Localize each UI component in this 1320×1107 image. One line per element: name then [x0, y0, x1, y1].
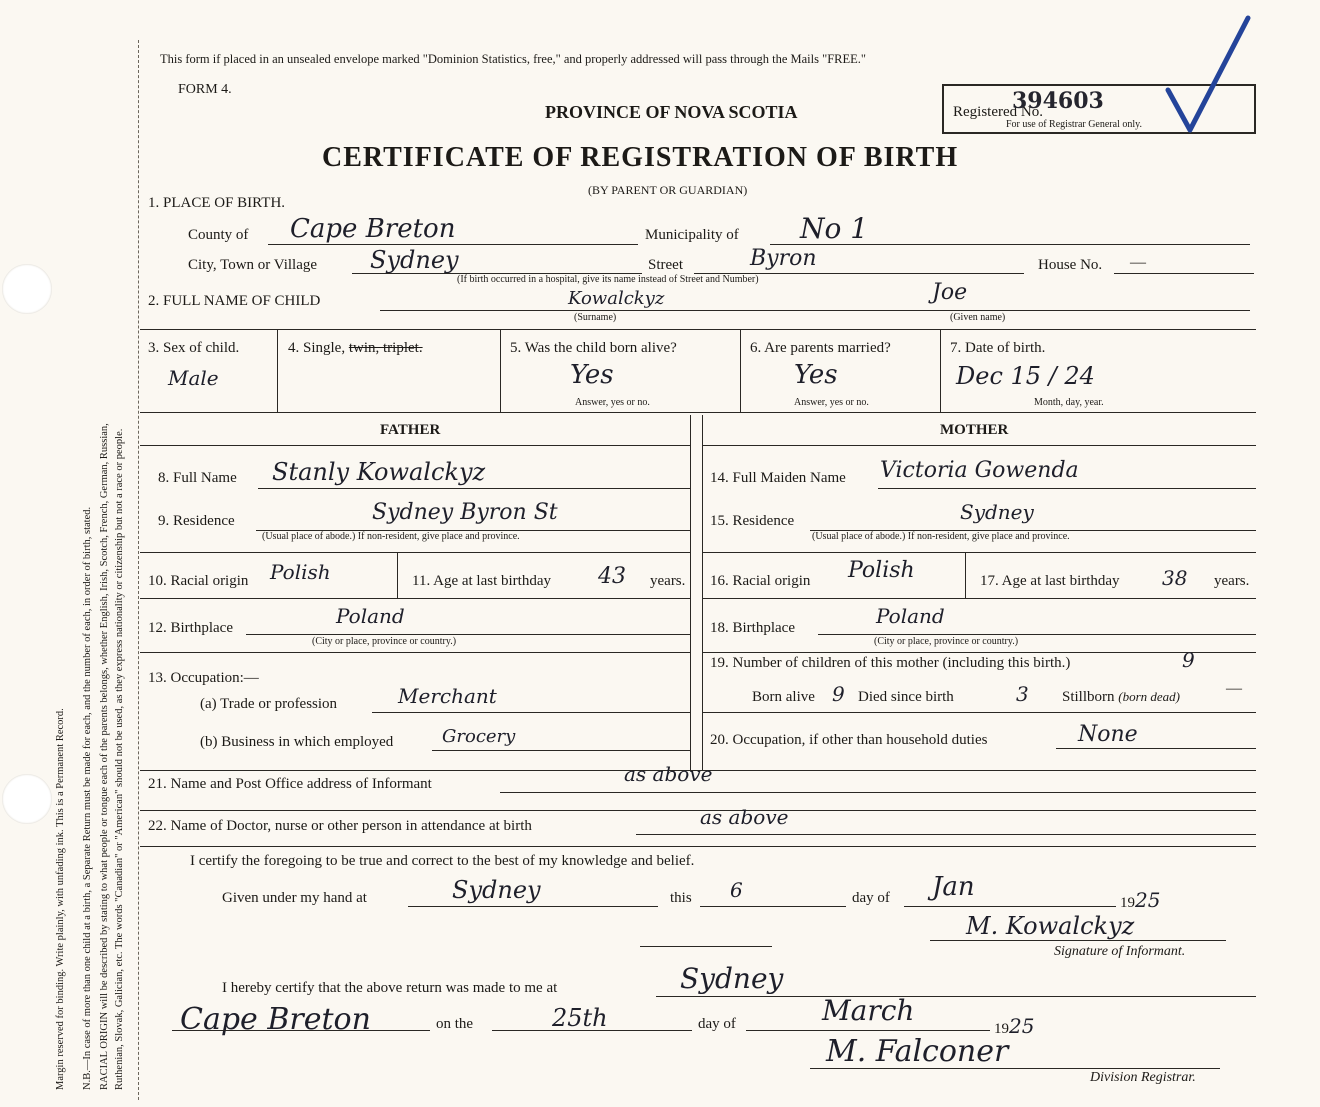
margin-note-4: Ruthenian, Slovak, Galician, etc. The words "Canadian" or "American" should not be used, as they express nationality or citizenship but not a race or people.: [114, 428, 125, 1090]
street-label: Street: [648, 257, 683, 273]
father-residence-caption: (Usual place of abode.) If non-resident, give place and province.: [262, 531, 520, 542]
certification-year-prefix: 19: [1120, 895, 1135, 911]
child-surname: Kowalckyz: [568, 288, 665, 309]
mother-age-unit: years.: [1214, 573, 1250, 589]
registrar-year-value: 25: [1009, 1014, 1035, 1038]
father-trade-label: (a) Trade or profession: [200, 696, 338, 712]
given-under-hand-label: Given under my hand at: [222, 890, 367, 906]
father-age-value: 43: [598, 564, 626, 589]
registrar-year-prefix: 19: [994, 1021, 1009, 1037]
margin-note-1: Margin reserved for binding. Write plainly, with unfading ink. This is a Permanent Record.: [55, 708, 66, 1090]
registrar-day-value: 25th: [552, 1004, 608, 1032]
informant-signature: M. Kowalckyz: [966, 912, 1135, 940]
father-business-value: Grocery: [442, 726, 516, 747]
mother-residence-value: Sydney: [960, 500, 1034, 524]
house-label: House No.: [1038, 257, 1103, 273]
margin-note-3: RACIAL ORIGIN will be described by stating to what people or tongue each of the parents belongs, whether English, Irish, Scotch, French, German, Russian,: [99, 423, 110, 1090]
registered-number: 394603: [1012, 88, 1104, 114]
father-name-label: 8. Full Name: [158, 470, 237, 486]
informant-value: as above: [624, 762, 713, 786]
died-since-birth-value: 3: [1016, 682, 1029, 706]
certification-statement: I certify the foregoing to be true and correct to the best of my knowledge and belief.: [190, 853, 695, 869]
father-name-value: Stanly Kowalckyz: [272, 458, 486, 486]
stillborn-text: Stillborn: [1062, 689, 1115, 705]
sex-label: 3. Sex of child.: [148, 340, 240, 356]
day-of-label: day of: [852, 890, 890, 906]
mother-children-value: 9: [1182, 648, 1195, 672]
checkmark-icon: [1160, 12, 1260, 142]
registrar-signature: M. Falconer: [826, 1034, 1009, 1069]
stillborn-note: (born dead): [1118, 689, 1181, 704]
father-residence-label: 9. Residence: [158, 513, 235, 529]
surname-caption: (Surname): [574, 312, 617, 323]
county-value: Cape Breton: [290, 214, 456, 244]
mother-name-label: 14. Full Maiden Name: [710, 470, 846, 486]
registrar-signature-caption: Division Registrar.: [1090, 1070, 1196, 1085]
sex-value: Male: [168, 366, 219, 390]
father-birthplace-label: 12. Birthplace: [148, 620, 233, 636]
binding-margin-line: [138, 40, 139, 1100]
mother-age-label: 17. Age at last birthday: [980, 573, 1120, 589]
father-age-label: 11. Age at last birthday: [412, 573, 551, 589]
informant-signature-caption: Signature of Informant.: [1054, 944, 1186, 959]
married-label: 6. Are parents married?: [750, 340, 891, 356]
born-alive-caption: Answer, yes or no.: [575, 397, 650, 408]
form-number: FORM 4.: [178, 82, 232, 97]
registrar-note: For use of Registrar General only.: [1006, 119, 1142, 130]
mailing-notice: This form if placed in an unsealed envelope marked "Dominion Statistics, free," and properly addressed will pass through the Mails "FREE.": [160, 52, 867, 66]
on-the-label: on the: [436, 1016, 474, 1032]
mother-origin-label: 16. Racial origin: [710, 573, 811, 589]
mother-birthplace-label: 18. Birthplace: [710, 620, 795, 636]
mother-occupation-value: None: [1078, 722, 1138, 747]
twin-triplet-text: twin, triplet.: [348, 340, 423, 356]
certification-year-label: [1120, 888, 1160, 912]
father-heading: FATHER: [380, 422, 441, 438]
father-age-unit: years.: [650, 573, 686, 589]
child-given-name: Joe: [932, 280, 968, 305]
single-text: 4. Single,: [288, 340, 346, 356]
city-label: City, Town or Village: [188, 257, 318, 273]
place-heading: 1. PLACE OF BIRTH.: [148, 195, 286, 211]
died-since-birth-label: Died since birth: [858, 689, 954, 705]
father-residence-value: Sydney Byron St: [372, 500, 558, 525]
hospital-note: (If birth occurred in a hospital, give its name instead of Street and Number): [457, 274, 759, 285]
mother-age-value: 38: [1162, 566, 1188, 590]
registrar-county-value: Cape Breton: [180, 1002, 371, 1037]
mother-origin-value: Polish: [848, 558, 915, 583]
child-name-label: 2. FULL NAME OF CHILD: [148, 293, 321, 309]
municipality-value: No 1: [800, 212, 869, 245]
father-birthplace-caption: (City or place, province or country.): [312, 636, 457, 647]
mother-residence-caption: (Usual place of abode.) If non-resident, give place and province.: [812, 531, 1070, 542]
father-origin-value: Polish: [270, 560, 331, 584]
certification-month-value: Jan: [932, 872, 975, 902]
born-alive-count-value: 9: [832, 682, 845, 706]
house-value: —: [1130, 254, 1146, 271]
margin-note-2: N.B.—In case of more than one child at a birth, a Separate Return must be made for each, and the number of each, in order of birth, stated.: [82, 506, 93, 1090]
document-title: CERTIFICATE OF REGISTRATION OF BIRTH: [322, 142, 959, 173]
certification-day-value: 6: [730, 878, 743, 902]
registrar-statement: I hereby certify that the above return was made to me at: [222, 980, 558, 996]
municipality-label: Municipality of: [645, 227, 739, 243]
married-value: Yes: [794, 360, 838, 390]
married-caption: Answer, yes or no.: [794, 397, 869, 408]
certification-year-value: 25: [1135, 888, 1161, 912]
stillborn-value: —: [1226, 680, 1242, 697]
dob-value: Dec 15 / 24: [956, 362, 1095, 390]
mother-birthplace-caption: (City or place, province or country.): [874, 636, 1019, 647]
document-subtitle: (BY PARENT OR GUARDIAN): [588, 183, 748, 197]
mother-children-label: 19. Number of children of this mother (including this birth.): [710, 655, 1071, 671]
informant-label: 21. Name and Post Office address of Informant: [148, 776, 432, 792]
this-label: this: [670, 890, 692, 906]
father-birthplace-value: Poland: [336, 604, 405, 628]
county-label: County of: [188, 227, 249, 243]
stillborn-label: [1062, 689, 1180, 706]
mother-birthplace-value: Poland: [876, 604, 945, 628]
registrar-month-value: March: [822, 994, 915, 1027]
binding-hole-top: [2, 264, 52, 314]
born-alive-count-label: Born alive: [752, 689, 815, 705]
mother-residence-label: 15. Residence: [710, 513, 795, 529]
mother-occupation-label: 20. Occupation, if other than household duties: [710, 732, 988, 748]
mother-name-value: Victoria Gowenda: [880, 458, 1079, 483]
mother-heading: MOTHER: [940, 422, 1009, 438]
doctor-label: 22. Name of Doctor, nurse or other person in attendance at birth: [148, 818, 532, 834]
street-value: Byron: [750, 246, 817, 271]
born-alive-label: 5. Was the child born alive?: [510, 340, 677, 356]
registered-label: Registered No.: [953, 104, 1043, 120]
father-origin-label: 10. Racial origin: [148, 573, 249, 589]
given-place-value: Sydney: [452, 876, 541, 904]
single-label: [288, 340, 423, 357]
given-caption: (Given name): [950, 312, 1006, 323]
registrar-day-of-label: day of: [698, 1016, 736, 1032]
dob-label: 7. Date of birth.: [950, 340, 1046, 356]
registrar-place-value: Sydney: [680, 962, 784, 995]
province-heading: PROVINCE OF NOVA SCOTIA: [545, 102, 798, 122]
father-business-label: (b) Business in which employed: [200, 734, 394, 750]
born-alive-value: Yes: [570, 360, 614, 390]
doctor-value: as above: [700, 805, 789, 829]
father-trade-value: Merchant: [398, 684, 497, 708]
city-value: Sydney: [370, 246, 459, 274]
father-occupation-label: 13. Occupation:—: [148, 670, 259, 686]
binding-hole-bottom: [2, 774, 52, 824]
dob-caption: Month, day, year.: [1034, 397, 1104, 408]
